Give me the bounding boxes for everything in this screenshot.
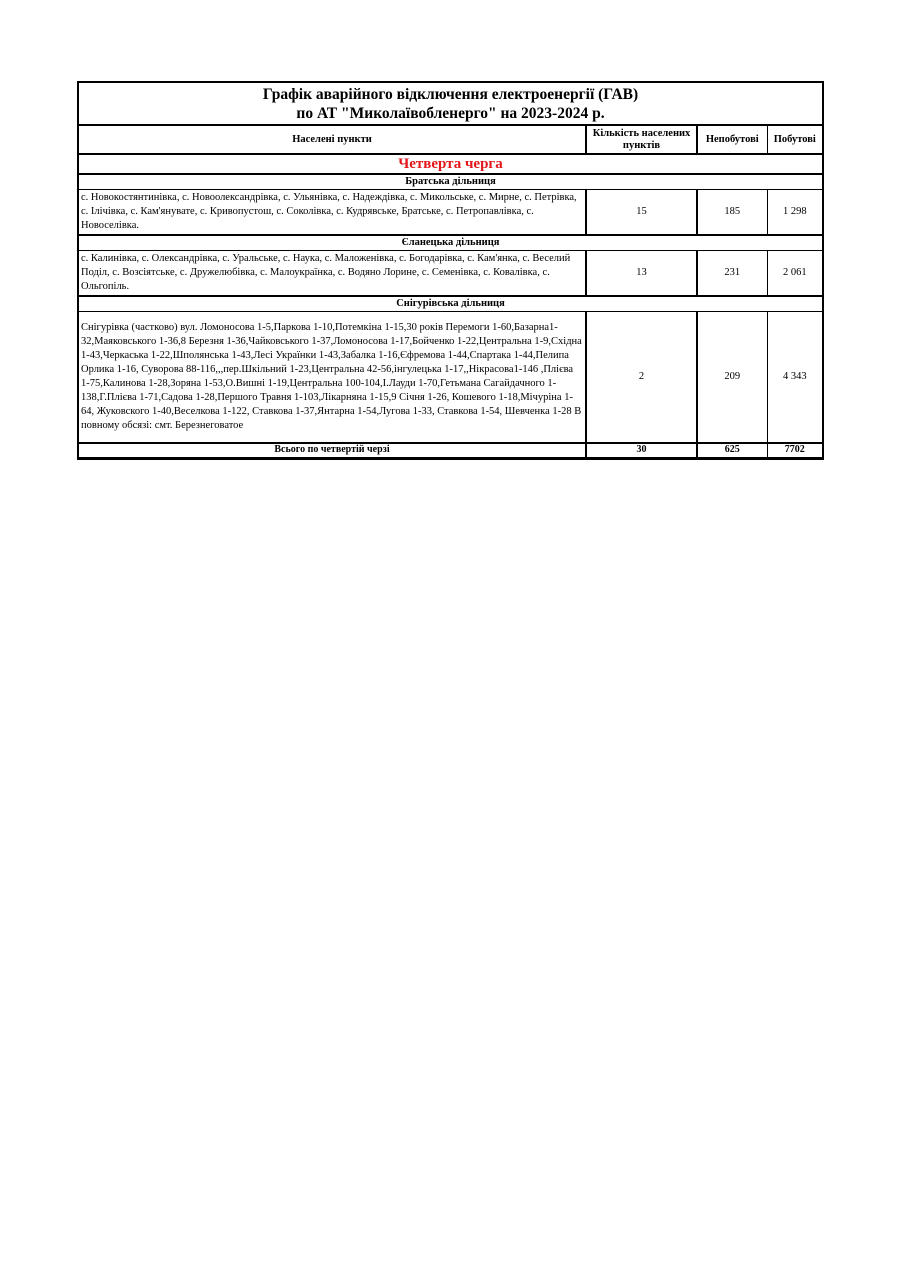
total-label: Всього по четвертій черзі xyxy=(79,443,586,458)
count-cell: 2 xyxy=(586,312,697,443)
table-row xyxy=(79,251,822,297)
queue-row xyxy=(79,154,822,174)
household-cell: 4 343 xyxy=(767,312,822,443)
total-household: 7702 xyxy=(767,443,822,458)
header-count: Кількість населених пунктів xyxy=(586,126,697,154)
non-household-cell: 209 xyxy=(697,312,767,443)
schedule-table xyxy=(79,126,822,458)
total-row xyxy=(79,443,822,458)
district-name: Братська дільниця xyxy=(79,174,822,190)
title-line-1: Графік аварійного відключення електроенергії (ГАВ) xyxy=(262,86,639,103)
places-cell: с. Калинівка, с. Олександрівка, с. Уральське, с. Наука, с. Маложенівка, с. Богодарівка, с. Кам'янка, с. Веселий Поділ, с. Возсіятське, с. Дружелюбівка, с. Малоукраїнка, с. Водяно Лорине, с. Семенівка, с. Ковалівка, с. Ольгопіль. xyxy=(79,251,586,297)
household-cell: 1 298 xyxy=(767,190,822,236)
table-row xyxy=(79,312,822,443)
district-name: Снігурівська дільниця xyxy=(79,296,822,312)
title-line-2: по АТ "Миколаївобленерго" на 2023-2024 р. xyxy=(296,105,605,122)
district-name: Єланецька дільниця xyxy=(79,235,822,251)
district-row xyxy=(79,174,822,190)
header-household: Побутові xyxy=(767,126,822,154)
places-cell: Снігурівка (частково) вул. Ломоносова 1-5,Паркова 1-10,Потемкіна 1-15,30 років Перемоги 1-60,Базарна1-32,Маяковського 1-36,8 Березня 1-36,Чайковського 1-37,Ломоносова 1-17,Бойченко 1-22,Центральна 1-9,Східна 1-43,Черкаська 1-22,Шполянська 1-43,Лесі Українки 1-43,Забалка 1-16,Єфремова 1-44,Спартака 1-44,Пелипа Орлика 1-16, Суворова 88-116,,,пер.Шкільний 1-23,Центральна 42-56,інгулецька 1-17,,Нікрасова1-146 ,Плієва 1-75,Калинова 1-28,Зоряна 1-53,О.Вишні 1-19,Центральна 100-104,І.Лауди 1-70,Гетьмана Сагайдачного 1-138,Г.Плієва 1-71,Садова 1-28,Першого Травня 1-103,Лікарняна 1-15,9 Січня 1-26, Кошевого 1-18,Мічуріна 1-64, Жуковского 1-40,Веселкова 1-122, Ставкова 1-37,Янтарна 1-54,Лугова 1-33, Ставкова 1-54, Шевченка 1-28 В повному обсязі: смт. Березнеговатое xyxy=(79,312,586,443)
header-non-household: Непобутові xyxy=(697,126,767,154)
header-places: Населені пункти xyxy=(79,126,586,154)
district-row xyxy=(79,235,822,251)
total-count: 30 xyxy=(586,443,697,458)
total-non-household: 625 xyxy=(697,443,767,458)
places-cell: с. Новокостянтинівка, с. Новоолександрівка, с. Ульянівка, с. Надеждівка, с. Микольське, с. Мирне, с. Петрівка, с. Ілічівка, с. Кам'януватe, с. Кривопустош, с. Соколівка, с. Кудрявське, Братське, с. Петропавлівка, с. Новоселівка. xyxy=(79,190,586,236)
count-cell: 13 xyxy=(586,251,697,297)
table-row xyxy=(79,190,822,236)
non-household-cell: 185 xyxy=(697,190,767,236)
district-row xyxy=(79,296,822,312)
queue-label: Четверта черга xyxy=(79,154,822,174)
non-household-cell: 231 xyxy=(697,251,767,297)
count-cell: 15 xyxy=(586,190,697,236)
household-cell: 2 061 xyxy=(767,251,822,297)
document-title xyxy=(79,83,822,126)
table-header-row xyxy=(79,126,822,154)
outage-schedule-sheet xyxy=(77,81,824,460)
